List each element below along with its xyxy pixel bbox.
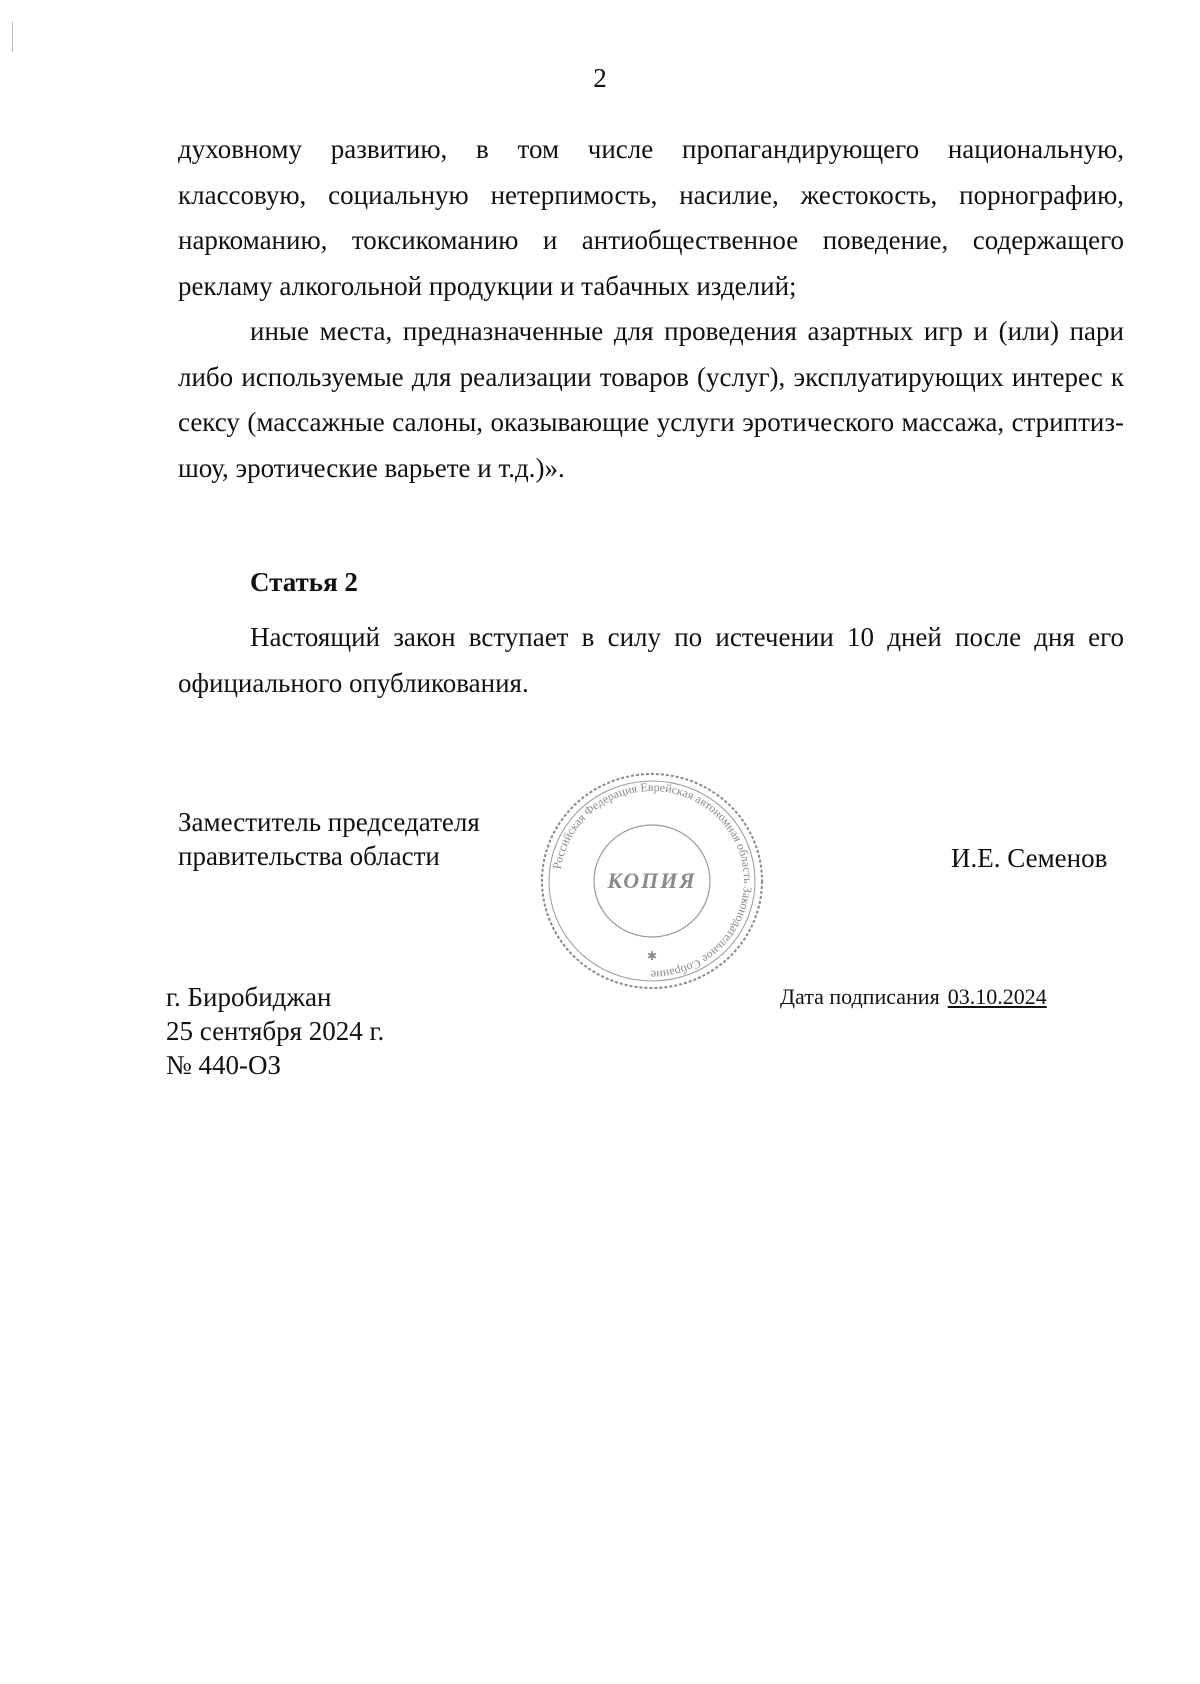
signer-title bbox=[178, 805, 480, 873]
signing-date-value: 03.10.2024 bbox=[947, 984, 1047, 1009]
scan-edge-mark bbox=[12, 22, 13, 52]
body-text bbox=[178, 127, 1124, 491]
adoption-date: 25 сентября 2024 г. bbox=[166, 1016, 385, 1046]
article-paragraph: Настоящий закон вступает в силу по истечении 10 дней после дня его официального опубликования. bbox=[178, 622, 1124, 698]
official-seal bbox=[537, 770, 767, 992]
seal-star-mark: ✱ bbox=[646, 949, 658, 963]
article-heading: Статья 2 bbox=[250, 567, 358, 597]
signing-date bbox=[780, 983, 1047, 1011]
paragraph-continuation: духовному развитию, в том числе пропагандирующего национальную, классовую, социальную нетерпимость, насилие, жестокость, порнографию, наркоманию, токсикоманию и антиобщественное поведение, содержащего рекламу алкогольной продукции и табачных изделий; bbox=[178, 134, 1124, 301]
seal-ring-text: Российская Федерация Еврейская автономная область Законодательное Собрание bbox=[549, 779, 756, 983]
article-text bbox=[178, 614, 1124, 706]
city: г. Биробиджан bbox=[166, 982, 332, 1012]
signing-date-label: Дата подписания bbox=[780, 984, 940, 1009]
paragraph-other-places: иные места, предназначенные для проведения азартных игр и (или) пари либо используемые для реализации товаров (услуг), эксплуатирующих интерес к сексу (массажные салоны, оказывающие услуги эротического массажа, стриптиз-шоу, эротические варьете и т.д.)». bbox=[178, 316, 1124, 483]
signer-title-line-1: Заместитель председателя bbox=[178, 807, 480, 837]
place-date-number bbox=[166, 980, 384, 1082]
page-number: 2 bbox=[593, 63, 607, 93]
signer-title-line-2: правительства области bbox=[178, 841, 440, 871]
seal-center-text: КОПИЯ bbox=[607, 868, 697, 893]
law-number: № 440-ОЗ bbox=[166, 1050, 282, 1080]
signer-name: И.Е. Семенов bbox=[951, 843, 1108, 873]
